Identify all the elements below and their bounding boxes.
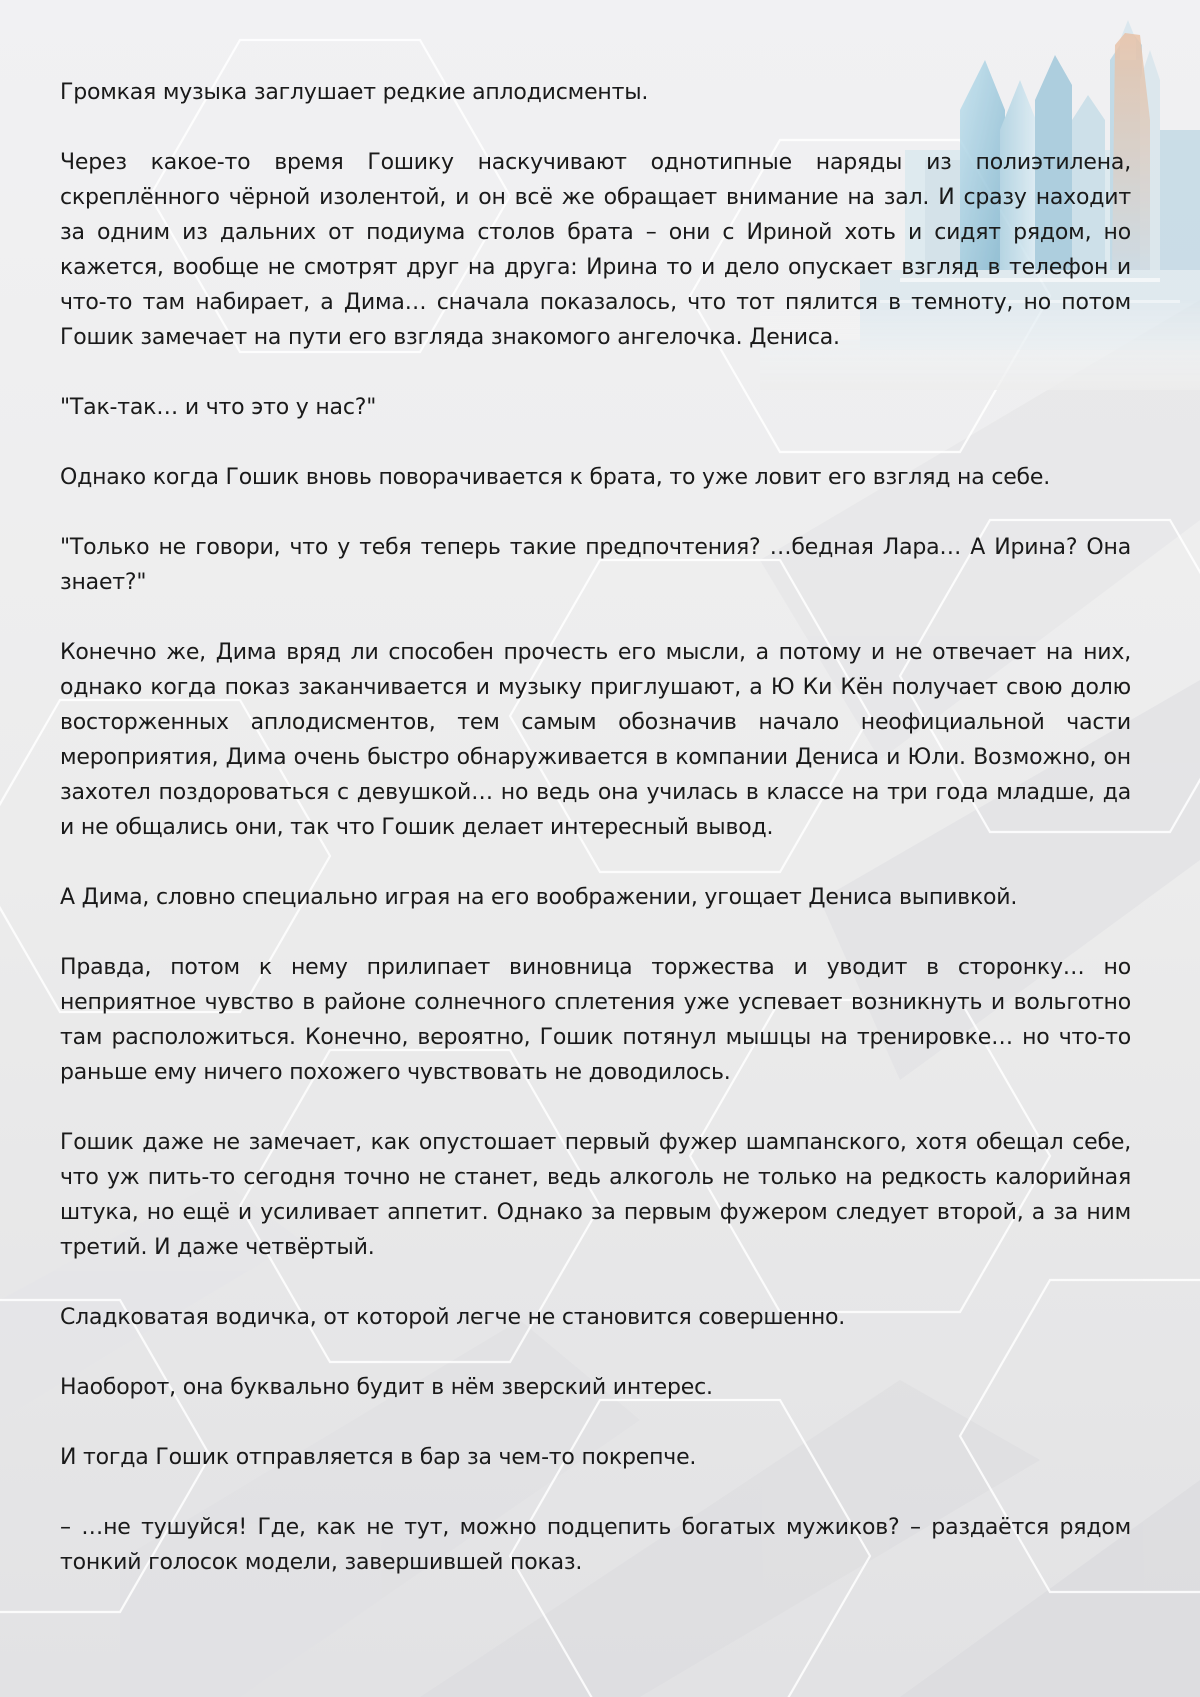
story-text (60, 75, 1131, 1580)
paragraph-8: Правда, потом к нему прилипает виновница торжества и уводит в сторонку… но неприятное чувство в районе солнечного сплетения уже успевает возникнуть и вольготно там расположиться. Конечно, вероятно, Гошик потянул мышцы на тренировке… но что-то раньше ему ничего похожего чувствовать не доводилось. (60, 955, 1131, 1085)
paragraph-1: Громкая музыка заглушает редкие аплодисменты. (60, 80, 649, 105)
paragraph-6: Конечно же, Дима вряд ли способен прочесть его мысли, а потому и не отвечает на них, однако когда показ заканчивается и музыку приглушают, а Ю Ки Кён получает свою долю восторженных аплодисментов, тем самым обозначив начало неофициальной части мероприятия, Дима очень быстро обнаруживается в компании Дениса и Юли. Возможно, он захотел поздороваться с девушкой… но ведь она училась в классе на три года младше, да и не общались они, так что Гошик делает интересный вывод. (60, 640, 1131, 840)
paragraph-7: А Дима, словно специально играя на его воображении, угощает Дениса выпивкой. (60, 885, 1018, 910)
paragraph-2: Через какое-то время Гошику наскучивают однотипные наряды из полиэтилена, скреплённого чёрной изолентой, и он всё же обращает внимание на зал. И сразу находит за одним из дальних от подиума столов брата – они с Ириной хоть и сидят рядом, но кажется, вообще не смотрят друг на друга: Ирина то и дело опускает взгляд в телефон и что-то там набирает, а Дима… сначала показалось, что тот пялится в темноту, но потом Гошик замечает на пути его взгляда знакомого ангелочка. Дениса. (60, 150, 1131, 350)
paragraph-3: "Так-так… и что это у нас?" (60, 395, 377, 420)
paragraph-13: – …не тушуйся! Где, как не тут, можно подцепить богатых мужиков? – раздаётся рядом тонкий голосок модели, завершившей показ. (60, 1515, 1131, 1575)
paragraph-10: Сладковатая водичка, от которой легче не становится совершенно. (60, 1305, 846, 1330)
paragraph-12: И тогда Гошик отправляется в бар за чем-то покрепче. (60, 1445, 697, 1470)
paragraph-4: Однако когда Гошик вновь поворачивается к брата, то уже ловит его взгляд на себе. (60, 465, 1051, 490)
paragraph-9: Гошик даже не замечает, как опустошает первый фужер шампанского, хотя обещал себе, что уж пить-то сегодня точно не станет, ведь алкоголь не только на редкость калорийная штука, но ещё и усиливает аппетит. Однако за первым фужером следует второй, а за ним третий. И даже четвёртый. (60, 1130, 1131, 1260)
paragraph-11: Наоборот, она буквально будит в нём зверский интерес. (60, 1375, 713, 1400)
paragraph-5: "Только не говори, что у тебя теперь такие предпочтения? …бедная Лара… А Ирина? Она знает?" (60, 535, 1131, 595)
